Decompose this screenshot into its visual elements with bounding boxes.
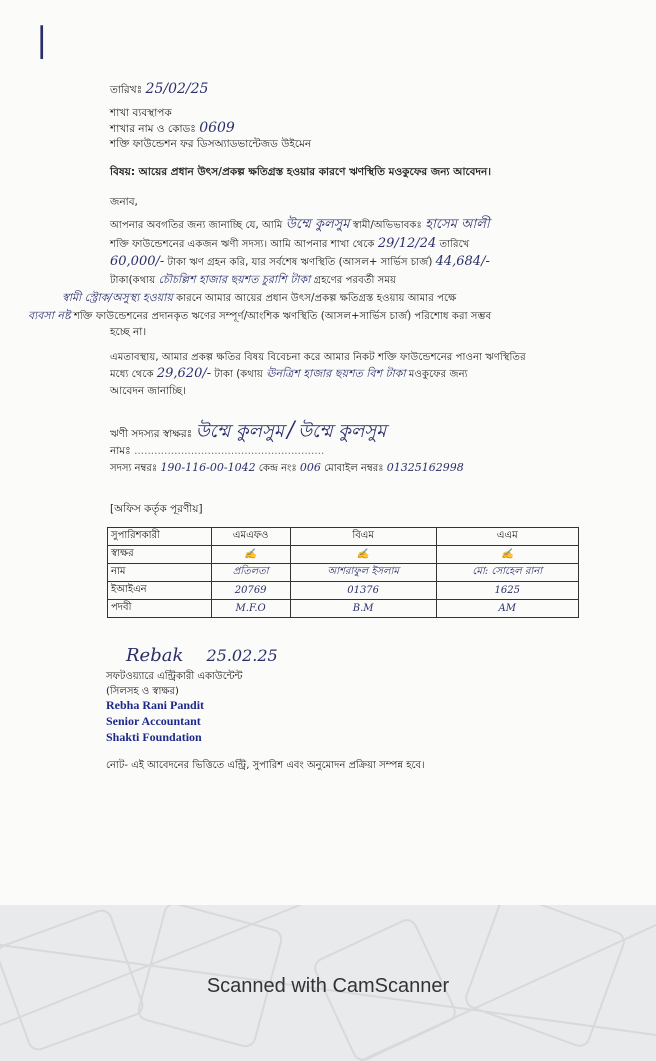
para1-text-h: কারনে আমার আয়ের প্রধান উৎস/প্রকল্প ক্ষতিগ্রস্ত হওয়ায় আমার পক্ষে (176, 293, 457, 304)
seal-note: (সিলসহ ও স্বাক্ষর) (106, 686, 179, 697)
loan-amount-hw: 60,000/- (110, 254, 165, 269)
accountant-date: 25.02.25 (206, 646, 278, 665)
center-no: 006 (299, 461, 321, 474)
margin-mark: | (36, 20, 48, 60)
table-row (108, 546, 579, 564)
ein-cell: 20769 (211, 582, 290, 600)
name-cell: প্রতিলতা (211, 564, 290, 582)
para1-text-b: স্বামী/অভিভাবকঃ (352, 220, 422, 231)
stamp-org: Shakti Foundation (106, 730, 202, 744)
row-label: পদবী (108, 600, 212, 618)
para2-text-b: টাকা (কথায় (214, 369, 263, 380)
signature-cell: ✍ (290, 546, 436, 564)
para2-text-c: মওকুফের জন্য (408, 369, 468, 380)
loan-date-hw: 29/12/24 (377, 236, 437, 251)
member-signature-2: উম্মে কুলসুম (297, 421, 387, 442)
para1-text-i: শক্তি ফাউন্ডেশনের প্রদানকৃত ঋণের সম্পূর্ণ/আংশিক ঋণস্থিতি (আসল+সার্ভিস চার্জ) পরিশোধ করা সম্ভব (73, 311, 492, 322)
member-no: 190-116-00-1042 (160, 461, 256, 474)
row-label: নাম (108, 564, 212, 582)
para1-text-e: টাকা ঋণ গ্রহন করি, যার সর্বশেষ ঋণস্থিতি (আসল+ সার্ভিস চার্জ) (167, 257, 433, 268)
signature-slash: / (287, 418, 295, 443)
branch-code: 0609 (199, 120, 235, 136)
date-row (110, 82, 208, 98)
para1-line7: হচ্ছে না। (110, 326, 147, 338)
para1-text-c: শক্তি ফাউন্ডেশনের একজন ঋণী সদস্য। আমি আপনার শাখা থেকে (110, 239, 375, 250)
header-cell: সুপারিশকারী (108, 528, 212, 546)
waive-amount-hw: 29,620/- (156, 366, 212, 381)
mobile-label: মোবাইল নম্বরঃ (324, 463, 384, 474)
designation-cell: M.F.O (211, 600, 290, 618)
foundation-name: শক্তি ফাউন্ডেশন ফর ডিসঅ্যাডভান্টেজড উইমেন (110, 138, 312, 150)
camscanner-footer (0, 905, 656, 1061)
branch-label: শাখার নাম ও কোডঃ (110, 123, 196, 135)
applicant-name-hw: উম্মে কুলসুম (285, 217, 350, 232)
designation-cell: AM (436, 600, 578, 618)
para1-line5 (62, 291, 587, 306)
para1-line1 (110, 218, 580, 233)
camscanner-brand: Scanned with CamScanner (206, 975, 450, 997)
name-label: নামঃ (110, 445, 131, 457)
row-label: ইআইএন (108, 582, 212, 600)
para2-line3: আবেদন জানাচ্ছি। (110, 385, 186, 397)
office-heading: [অফিস কর্তৃক পূরণীয়] (110, 503, 203, 515)
header-cell: এমএফও (211, 528, 290, 546)
accountant-signature: Rebak (126, 645, 184, 666)
signature-label: ঋণী সদস্যর স্বাক্ষরঃ (110, 428, 193, 440)
name-cell: মো: সোহেল রানা (436, 564, 578, 582)
stamp-name: Rebha Rani Pandit (106, 698, 205, 712)
date-label: তারিখঃ (110, 84, 143, 96)
para1-text-f: টাকা(কথায় (110, 275, 156, 286)
accountant-role: সফটওয়্যারে এন্ট্রিকারী একাউন্টেন্ট (106, 671, 243, 682)
header-cell: এএম (436, 528, 578, 546)
amount-words-hw: চৌচল্লিশ হাজার ছয়শত চুরাশি টাকা (158, 273, 311, 286)
stamp-title: Senior Accountant (106, 714, 201, 728)
salutation: জনাব, (110, 196, 138, 208)
table-row (108, 600, 579, 618)
para1-text-d: তারিখে (439, 239, 470, 250)
para2-text-a: মধ্যে থেকে (110, 369, 154, 380)
name-dots: ......................................................... (134, 445, 325, 457)
subject-line: বিষয়: আয়ের প্রধান উৎস/প্রকল্প ক্ষতিগ্রস্ত হওয়ার কারণে ঋণস্থিতি মওকুফের জন্য আবেদন। (110, 166, 492, 178)
guardian-hw: হাসেম আলী (425, 217, 490, 232)
signature-cell: ✍ (436, 546, 578, 564)
para1-text-a: আপনার অবগতির জন্য জানাচ্ছি যে, আমি (110, 220, 283, 231)
para1-line3 (110, 255, 585, 270)
member-info-row (110, 460, 464, 476)
center-label: কেন্দ্র নংঃ (258, 463, 297, 474)
branch-row (110, 121, 235, 137)
table-row (108, 582, 579, 600)
footnote: নোট- এই আবেদনের ভিত্তিতে এন্ট্রি, সুপারিশ এবং অনুমোদন প্রক্রিয়া সম্পন্ন হবে। (106, 760, 425, 771)
header-cell: বিএম (290, 528, 436, 546)
name-row (110, 444, 324, 459)
accountant-signature-row (126, 645, 278, 666)
business-hw: ব্যবসা নষ্ট (28, 309, 71, 322)
ein-cell: 01376 (290, 582, 436, 600)
para1-text-g: গ্রহণের পরবর্তী সময় (313, 275, 397, 286)
para2-line2 (110, 367, 650, 382)
member-signature-1: উম্মে কুলসুম (195, 421, 284, 442)
member-no-label: সদস্য নম্বরঃ (110, 463, 158, 474)
table-row (108, 564, 579, 582)
para1-line2 (110, 237, 580, 252)
para1-line4 (110, 273, 585, 288)
signature-cell: ✍ (211, 546, 290, 564)
reason-hw: স্বামী স্ট্রোক/অসুস্থ্য হওয়ায় (62, 291, 173, 304)
recipient-title: শাখা ব্যবস্থাপক (110, 107, 172, 119)
designation-cell: B.M (290, 600, 436, 618)
mobile-no: 01325162998 (386, 461, 464, 474)
table-header-row (108, 528, 579, 546)
member-signature-row (110, 418, 387, 443)
waive-words-hw: ঊনত্রিশ হাজার ছয়শত বিশ টাকা (266, 367, 406, 380)
row-label: স্বাক্ষর (108, 546, 212, 564)
balance-hw: 44,684/- (435, 254, 490, 269)
office-approval-table (107, 527, 579, 618)
para2-line1: এমতাবস্থায়, আমার প্রকল্প ক্ষতির বিষয় বিবেচনা করে আমার নিকট শক্তি ফাউন্ডেশনের পাওনা ঋণস্থিতির (110, 352, 526, 363)
date-value: 25/02/25 (145, 81, 209, 97)
para1-line6 (28, 309, 588, 324)
ein-cell: 1625 (436, 582, 578, 600)
name-cell: আশরাফুল ইসলাম (290, 564, 436, 582)
